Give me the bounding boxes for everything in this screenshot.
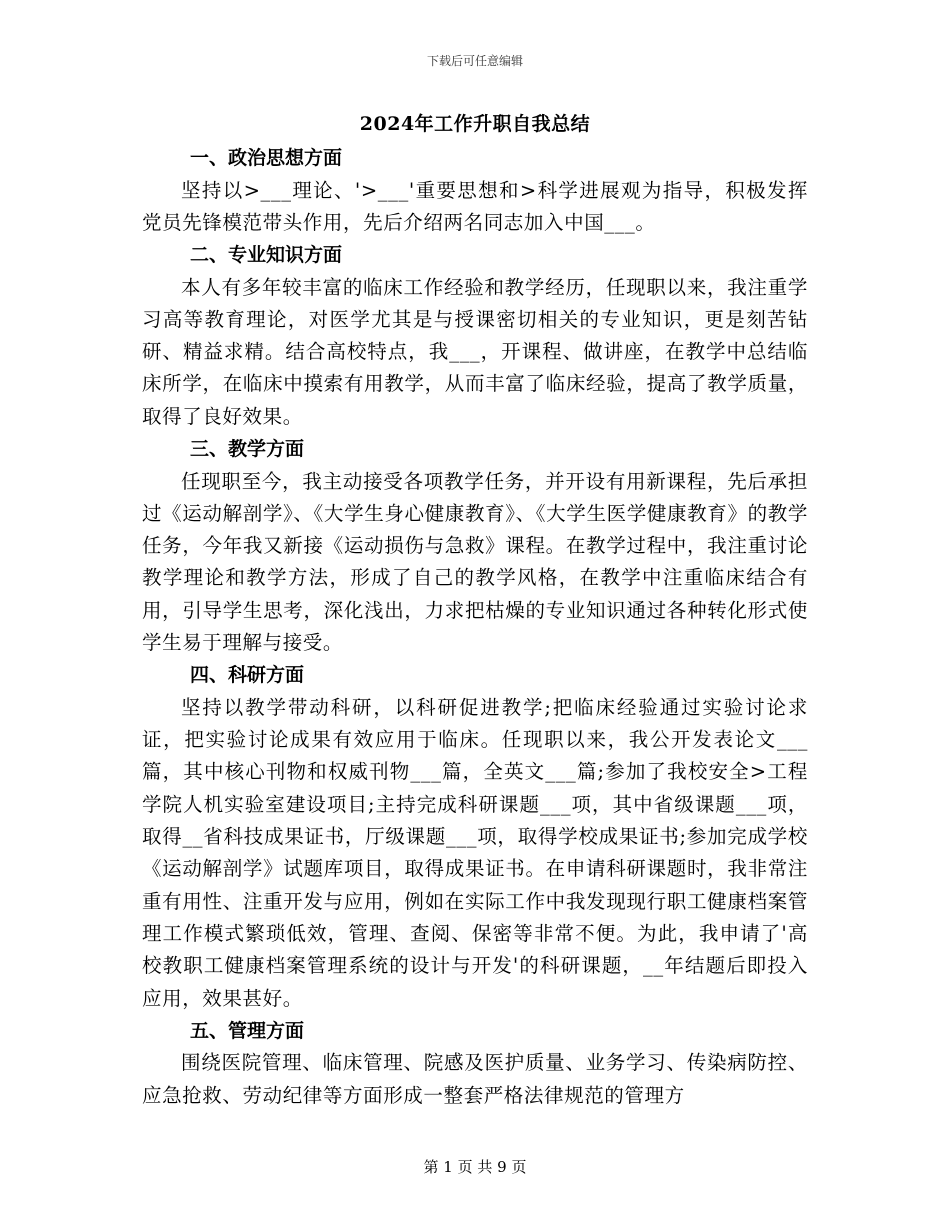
- section-heading-professional: 二、专业知识方面: [190, 244, 343, 267]
- document-title: 2024年工作升职自我总结: [359, 113, 591, 135]
- section-heading-research: 四、科研方面: [190, 664, 305, 687]
- section-heading-politics: 一、政治思想方面: [190, 147, 343, 169]
- section-paragraph-teaching: 任现职至今，我主动接受各项教学任务，并开设有用新课程，先后承担过《运动解剖学》、《大学生身心健康教育》、《大学生医学健康教育》的教学任务，今年我又新接《运动损伤与急救》课程。在教学过程中，我注重讨论教学理论和教学方法，形成了自己的教学风格，在教学中注重临床结合有用，引导学生思考，深化浅出，力求把枯燥的专业知识通过各种转化形式使学生易于理解与接受。: [142, 469, 808, 655]
- section-paragraph-politics: 坚持以>___理论、'>___'重要思想和>科学进展观为指导，积极发挥党员先锋模范带头作用，先后介绍两名同志加入中国___。: [142, 178, 808, 234]
- document-body: [142, 106, 808, 1112]
- section-heading-teaching: 三、教学方面: [190, 438, 305, 461]
- section-paragraph-management: 围绕医院管理、临床管理、院感及医护质量、业务学习、传染病防控、应急抢救、劳动纪律等方面形成一整套严格法律规范的管理方: [142, 1051, 808, 1107]
- section-paragraph-professional: 本人有多年较丰富的临床工作经验和教学经历，任现职以来，我注重学习高等教育理论，对医学尤其是与授课密切相关的专业知识，更是刻苦钻研、精益求精。结合高校特点，我___，开课程、做讲座，在教学中总结临床所学，在临床中摸索有用教学，从而丰富了临床经验，提高了教学质量，取得了良好效果。: [142, 275, 808, 428]
- header-note: 下载后可任意编辑: [426, 54, 523, 68]
- page-number-footer: 第 1 页 共 9 页: [423, 1158, 527, 1176]
- section-paragraph-research: 坚持以教学带动科研，以科研促进教学;把临床经验通过实验讨论求证，把实验讨论成果有效应用于临床。任现职以来，我公开发表论文___篇，其中核心刊物和权威刊物___篇，全英文___篇;参加了我校安全>工程学院人机实验室建设项目;主持完成科研课题___项，其中省级课题___项，取得__省科技成果证书，厅级课题___项，取得学校成果证书;参加完成学校《运动解剖学》试题库项目，取得成果证书。在申请科研课题时，我非常注重有用性、注重开发与应用，例如在实际工作中我发现现行职工健康档案管理工作模式繁琐低效，管理、查阅、保密等非常不便。为此，我申请了'高校教职工健康档案管理系统的设计与开发'的科研课题，__年结题后即投入应用，效果甚好。: [142, 695, 808, 1010]
- section-heading-management: 五、管理方面: [190, 1019, 305, 1042]
